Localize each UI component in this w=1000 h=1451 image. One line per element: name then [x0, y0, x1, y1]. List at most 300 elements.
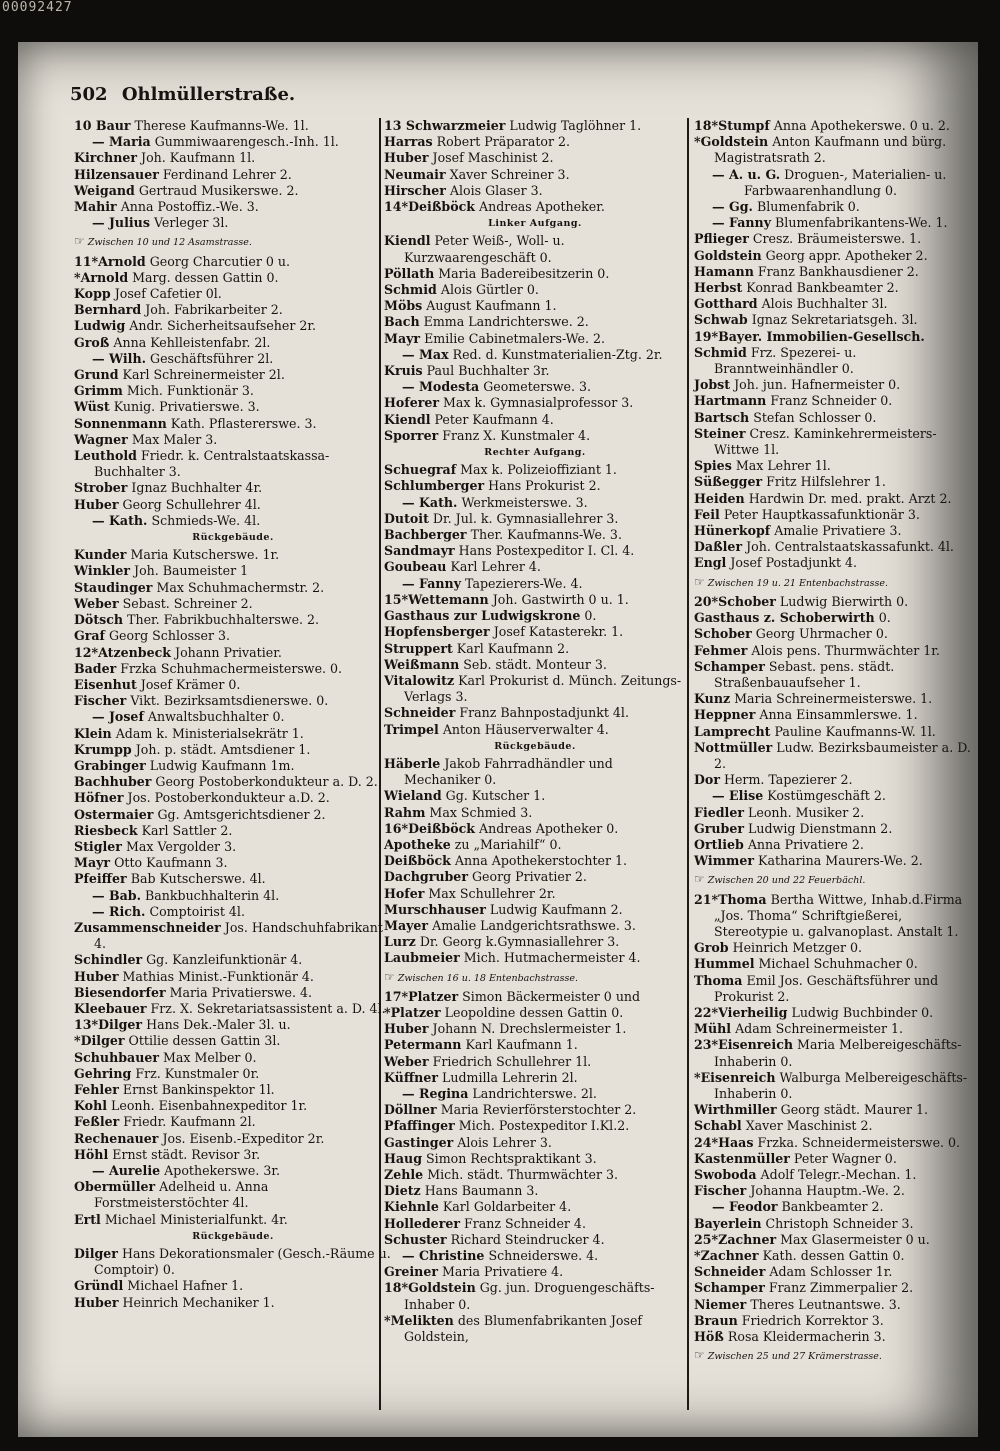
resident-name: Gastinger — [384, 1134, 454, 1150]
resident-details: Johanna Hauptm.-We. 2. — [750, 1183, 905, 1199]
resident-details: Max Lehrer 1l. — [735, 458, 831, 474]
pointing-hand-icon: ☞ — [74, 234, 85, 249]
resident-details: Amalie Landgerichtsrathswe. 3. — [432, 917, 636, 933]
house-number: 11* — [74, 253, 99, 269]
resident-name: Staudinger — [74, 579, 153, 595]
resident-details: Schneiderswe. 4. — [488, 1248, 599, 1264]
directory-entry — [384, 918, 686, 934]
directory-entry — [74, 1179, 392, 1211]
resident-name: — Gg. — [712, 199, 753, 215]
resident-name: Thoma — [718, 891, 767, 907]
resident-details: Alois Buchhalter 3l. — [761, 296, 888, 312]
cross-street-text: Zwischen 25 und 27 Krämerstrasse. — [707, 1351, 882, 1363]
resident-name: Goldstein — [408, 1280, 476, 1296]
resident-name: Hoferer — [384, 395, 440, 411]
directory-entry — [74, 367, 392, 383]
resident-name: Mayer — [384, 917, 429, 933]
directory-entry — [694, 312, 974, 328]
resident-details: Georg Schullehrer 4l. — [122, 496, 261, 512]
house-number: 22* — [694, 1004, 719, 1020]
directory-entry — [694, 377, 974, 393]
resident-name: Kunder — [74, 547, 127, 563]
resident-name: Kunz — [694, 691, 731, 707]
house-number: 21* — [694, 891, 719, 907]
resident-name: Dötsch — [74, 612, 124, 628]
resident-details: Christoph Schneider 3. — [765, 1215, 914, 1231]
directory-entry — [384, 950, 686, 966]
resident-details: Max Schmied 3. — [429, 804, 533, 820]
resident-name: Schwarzmeier — [405, 118, 506, 133]
directory-entry — [74, 596, 392, 612]
directory-entry — [384, 495, 686, 511]
resident-name: Wüst — [74, 399, 110, 415]
house-number: 19* — [694, 328, 719, 344]
directory-entry — [74, 150, 392, 166]
directory-entry — [74, 1114, 392, 1130]
resident-details: Gummiwaarengesch.-Inh. 1l. — [154, 134, 339, 150]
resident-name: Trimpel — [384, 721, 439, 737]
resident-details: Andreas Apotheker 0. — [479, 820, 619, 836]
resident-details: Ferdinand Lehrer 2. — [162, 166, 292, 182]
resident-name: Biesendorfer — [74, 984, 166, 1000]
directory-entry — [384, 298, 686, 314]
resident-name: Niemer — [694, 1296, 747, 1312]
directory-entry — [694, 426, 974, 458]
resident-details: Vikt. Bezirksamtsdienerswe. 0. — [130, 693, 329, 709]
resident-name: Kiendl — [384, 233, 431, 249]
directory-entry — [384, 199, 686, 215]
directory-entry — [384, 1248, 686, 1264]
resident-details: Karl Goldarbeiter 4. — [442, 1199, 572, 1215]
section-heading: Rechter Aufgang. — [484, 447, 586, 459]
resident-name: Huber — [74, 1294, 119, 1310]
resident-name: Laubmeier — [384, 950, 460, 966]
directory-entry — [694, 296, 974, 312]
resident-name: *Goldstein — [694, 134, 769, 150]
resident-details: Hans Dek.-Maler 3l. u. — [146, 1017, 291, 1033]
resident-details: Franz Bahnpostadjunkt 4l. — [459, 705, 629, 721]
resident-name: Dilger — [98, 1017, 143, 1033]
resident-name: Schamper — [694, 658, 765, 674]
resident-details: Anna Apothekerswe. 0 u. 2. — [773, 118, 950, 133]
resident-name: Dilger — [74, 1246, 118, 1262]
resident-details: Stefan Schlosser 0. — [753, 409, 877, 425]
directory-entry — [384, 1118, 686, 1134]
resident-name: Jobst — [694, 377, 731, 393]
resident-name: Fischer — [694, 1183, 747, 1199]
house-number: 24* — [694, 1134, 719, 1150]
house-number: 14* — [384, 199, 409, 215]
section-heading: Rückgebäude. — [192, 532, 274, 544]
directory-entry — [694, 594, 974, 610]
resident-name: Nottmüller — [694, 739, 773, 755]
directory-entry — [74, 383, 392, 399]
directory-entry — [694, 1005, 974, 1021]
directory-entry — [384, 934, 686, 950]
resident-details: des Blumenfabrikanten Josef Goldstein, — [404, 1312, 643, 1345]
resident-name: Höhl — [74, 1146, 109, 1162]
directory-entry — [694, 474, 974, 490]
house-number: 23* — [694, 1037, 719, 1053]
resident-name: Kiendl — [384, 411, 431, 427]
resident-name: Hirscher — [384, 182, 446, 198]
resident-details: Anton Häuserverwalter 4. — [442, 721, 609, 737]
directory-entry — [694, 1313, 974, 1329]
house-number: 16* — [384, 820, 409, 836]
directory-entry — [384, 989, 686, 1005]
resident-name: Hummel — [694, 956, 755, 972]
resident-details: Franz X. Kunstmaler 4. — [442, 427, 591, 443]
resident-name: — Kath. — [92, 512, 148, 528]
resident-details: Leonh. Eisenbahnexpeditor 1r. — [111, 1098, 308, 1114]
resident-name: — Elise — [712, 788, 764, 804]
resident-details: Anwaltsbuchhalter 0. — [147, 709, 285, 725]
directory-entry — [74, 416, 392, 432]
directory-entry — [74, 1147, 392, 1163]
directory-entry — [74, 335, 392, 351]
directory-entry — [74, 1131, 392, 1147]
resident-name: Gruber — [694, 820, 744, 836]
directory-entry — [694, 610, 974, 626]
resident-name: Grund — [74, 367, 119, 383]
resident-name: Steiner — [694, 425, 746, 441]
scan-id: 00092427 — [2, 0, 73, 15]
resident-name: *Eisenreich — [694, 1069, 776, 1085]
resident-name: Deißböck — [408, 820, 476, 836]
resident-details: Simon Rechtspraktikant 3. — [426, 1150, 597, 1166]
resident-name: — Modesta — [402, 379, 480, 395]
resident-name: Bachberger — [384, 527, 467, 543]
resident-details: Max Melber 0. — [163, 1049, 257, 1065]
cross-street-text: Zwischen 10 und 12 Asamstrasse. — [87, 237, 252, 249]
resident-name: Kirchner — [74, 150, 137, 166]
resident-name: Hünerkopf — [694, 523, 771, 539]
directory-entry — [694, 345, 974, 377]
resident-details: Mich. städt. Thurmwächter 3. — [427, 1167, 619, 1182]
resident-details: Michael Hafner 1. — [127, 1278, 244, 1294]
directory-entry — [384, 134, 686, 150]
directory-entry — [74, 1082, 392, 1098]
resident-name: Fehler — [74, 1081, 119, 1097]
resident-details: Alois pens. Thurmwächter 1r. — [751, 642, 940, 658]
resident-details: Peter Weiß-, Woll- u. Kurzwaarengeschäft 0. — [404, 233, 565, 265]
resident-name: Haug — [384, 1150, 423, 1166]
directory-entry — [74, 920, 392, 952]
resident-details: Hans Baumann 3. — [424, 1183, 539, 1199]
resident-name: Graf — [74, 628, 105, 644]
resident-details: Max Maler 3. — [131, 431, 218, 447]
directory-entry — [74, 774, 392, 790]
directory-entry — [384, 1264, 686, 1280]
resident-name: Huber — [74, 968, 119, 984]
resident-details: Gg. Kutscher 1. — [445, 788, 546, 804]
resident-details: Max Vergolder 3. — [125, 838, 237, 854]
pointing-hand-icon: ☞ — [694, 574, 705, 589]
resident-name: Höfner — [74, 790, 124, 806]
resident-name: Arnold — [98, 253, 146, 269]
directory-entry — [74, 318, 392, 334]
resident-details: Xaver Schreiner 3. — [449, 166, 570, 182]
directory-entry — [384, 428, 686, 444]
directory-entry — [74, 1212, 392, 1228]
directory-entry — [74, 823, 392, 839]
resident-name: Pöllath — [384, 265, 435, 281]
directory-entry — [384, 167, 686, 183]
resident-name: Bayerlein — [694, 1215, 762, 1231]
resident-name: Mühl — [694, 1021, 732, 1037]
house-number: 12* — [74, 644, 99, 660]
resident-name: *Arnold — [74, 269, 129, 285]
resident-details: Max Glasermeister 0 u. — [780, 1231, 930, 1247]
resident-name: Heiden — [694, 490, 745, 506]
resident-details: Blumenfabrikantens-We. 1. — [775, 215, 948, 231]
resident-name: Küffner — [384, 1069, 438, 1085]
directory-entry — [74, 286, 392, 302]
resident-name: Bachhuber — [74, 774, 152, 790]
resident-name: Zehle — [384, 1167, 424, 1182]
resident-name: Feßler — [74, 1114, 120, 1130]
resident-details: Katharina Maurers-We. 2. — [758, 853, 923, 869]
directory-entry — [694, 1183, 974, 1199]
directory-entry — [694, 167, 974, 199]
resident-details: Hans Dekorationsmaler (Gesch.-Räume u. Comptoir) 0. — [94, 1246, 391, 1278]
resident-details: Kath. dessen Gattin 0. — [762, 1248, 905, 1264]
directory-entry — [74, 645, 392, 661]
resident-details: Apothekerswe. 3r. — [164, 1163, 280, 1178]
resident-name: Sonnenmann — [74, 415, 167, 431]
directory-entry — [74, 302, 392, 318]
resident-name: — Aurelie — [92, 1163, 161, 1178]
resident-name: Döllner — [384, 1102, 437, 1118]
directory-entry — [74, 904, 392, 920]
directory-entry — [74, 807, 392, 823]
directory-entry — [384, 608, 686, 624]
resident-details: Emilie Cabinetmalers-We. 2. — [424, 330, 605, 346]
resident-name: Schneider — [694, 1264, 766, 1280]
resident-details: Joh. jun. Hafnermeister 0. — [734, 377, 901, 393]
directory-entry — [384, 673, 686, 705]
directory-entry — [74, 399, 392, 415]
directory-entry — [384, 1151, 686, 1167]
directory-entry — [694, 231, 974, 247]
resident-name: Lurz — [384, 934, 416, 950]
directory-entry — [694, 555, 974, 571]
directory-entry — [74, 547, 392, 563]
directory-entry — [74, 969, 392, 985]
resident-name: Platzer — [408, 988, 459, 1004]
resident-name: Bernhard — [74, 302, 142, 318]
resident-name: Wieland — [384, 788, 442, 804]
resident-details: Alois Glaser 3. — [449, 182, 543, 198]
resident-name: Kohl — [74, 1098, 108, 1114]
directory-entry — [694, 264, 974, 280]
directory-entry — [694, 643, 974, 659]
resident-details: Georg Uhrmacher 0. — [755, 626, 888, 642]
directory-entry — [694, 1135, 974, 1151]
resident-name: — Fanny — [712, 215, 772, 231]
resident-details: Andreas Apotheker. — [479, 199, 605, 215]
directory-entry — [694, 1021, 974, 1037]
directory-entry — [74, 888, 392, 904]
resident-details: Theres Leutnantswe. 3. — [750, 1296, 901, 1312]
resident-name: Dachgruber — [384, 869, 468, 885]
cross-street-text: Zwischen 16 u. 18 Entenbachstrasse. — [397, 972, 579, 984]
directory-entry — [384, 347, 686, 363]
directory-entry — [694, 1264, 974, 1280]
resident-details: Max k. Polizeioffiziant 1. — [460, 462, 617, 478]
resident-name: Fiedler — [694, 804, 744, 820]
directory-entry — [74, 448, 392, 480]
page-header — [70, 84, 303, 105]
resident-details: Georg Privatier 2. — [471, 869, 587, 885]
directory-entry — [384, 478, 686, 494]
street-title: Ohlmüllerstraße. — [121, 84, 296, 105]
resident-details: Emma Landrichterswe. 2. — [423, 314, 589, 330]
directory-entry — [694, 329, 974, 345]
resident-details: Ludwig Bierwirth 0. — [779, 593, 909, 609]
resident-name: Weber — [384, 1053, 429, 1069]
directory-entry — [694, 280, 974, 296]
resident-name: Ertl — [74, 1211, 101, 1227]
resident-details: Richard Steindrucker 4. — [450, 1231, 605, 1247]
resident-details: 0. — [878, 610, 891, 626]
resident-name: — Feodor — [712, 1199, 778, 1215]
house-number: 15* — [384, 591, 409, 607]
directory-entry — [74, 118, 392, 134]
directory-entry — [694, 892, 974, 941]
directory-entry — [384, 756, 686, 788]
resident-details: Heinrich Metzger 0. — [732, 940, 863, 956]
directory-entry — [694, 740, 974, 772]
resident-name: Höß — [694, 1329, 724, 1345]
resident-name: Goldstein — [694, 247, 762, 263]
resident-details: Landrichterswe. 2l. — [472, 1085, 597, 1101]
resident-details: Hans Prokurist 2. — [488, 478, 601, 494]
resident-name: Vitalowitz — [384, 672, 455, 688]
directory-entry — [384, 266, 686, 282]
resident-name: Huber — [74, 496, 119, 512]
resident-details: Anna Privatiere 2. — [747, 836, 864, 852]
resident-details: Johann N. Drechslermeister 1. — [432, 1021, 627, 1037]
resident-name: Mayr — [74, 855, 111, 871]
directory-entry — [694, 1070, 974, 1102]
house-number: 18* — [694, 118, 719, 133]
directory-entry — [384, 395, 686, 411]
resident-details: Hans Postexpeditor I. Cl. 4. — [458, 543, 635, 559]
directory-entry — [384, 233, 686, 265]
resident-details: Leonh. Musiker 2. — [748, 804, 865, 820]
resident-name: Schabl — [694, 1118, 742, 1134]
directory-entry — [74, 661, 392, 677]
house-number: 18* — [384, 1280, 409, 1296]
resident-name: — Christine — [402, 1248, 485, 1264]
resident-details: zu „Mariahilf“ 0. — [454, 836, 562, 852]
directory-entry — [384, 821, 686, 837]
resident-details: Tapezierers-We. 4. — [465, 575, 583, 591]
resident-details: Joh. Kaufmann 1l. — [141, 150, 256, 166]
house-number: 20* — [694, 593, 719, 609]
resident-name: Deißböck — [384, 853, 451, 869]
resident-details: Friedr. k. Centralstaatskassa-Buchhalter 3. — [94, 448, 330, 480]
resident-name: Schuegraf — [384, 462, 457, 478]
resident-details: Emil Jos. Geschäftsführer und Prokurist 2. — [714, 972, 939, 1004]
directory-entry — [694, 1151, 974, 1167]
resident-name: Riesbeck — [74, 822, 138, 838]
resident-details: Gg. jun. Droguengeschäfts-Inhaber 0. — [404, 1280, 655, 1312]
directory-entry — [694, 199, 974, 215]
directory-entry — [74, 270, 392, 286]
directory-entry — [384, 363, 686, 379]
resident-name: Schindler — [74, 952, 143, 968]
resident-name: Wagner — [74, 431, 128, 447]
resident-details: Bankbuchhalterin 4l. — [145, 887, 280, 903]
pointing-hand-icon: ☞ — [694, 1348, 705, 1363]
resident-name: Weißmann — [384, 656, 460, 672]
directory-entry — [384, 837, 686, 853]
resident-name: Bader — [74, 660, 117, 676]
resident-details: Jos. Eisenb.-Expeditor 2r. — [162, 1130, 325, 1146]
resident-name: Leuthold — [74, 448, 137, 464]
resident-details: Anna Kehlleistenfabr. 2l. — [113, 334, 271, 350]
resident-details: Peter Wagner 0. — [793, 1150, 897, 1166]
resident-name: Schober — [718, 593, 776, 609]
resident-details: Ernst städt. Revisor 3r. — [112, 1146, 261, 1162]
resident-name: Weigand — [74, 182, 135, 198]
resident-details: Josef Katasterekr. 1. — [493, 624, 624, 640]
resident-name: Stigler — [74, 838, 122, 854]
resident-name: Kruis — [384, 363, 423, 379]
resident-details: Seb. städt. Monteur 3. — [463, 656, 607, 672]
resident-details: Gg. Kanzleifunktionär 4. — [146, 952, 303, 968]
resident-details: Joh. Fabrikarbeiter 2. — [145, 302, 283, 318]
resident-name: Grob — [694, 940, 729, 956]
resident-details: Ludmilla Lehrerin 2l. — [441, 1069, 578, 1085]
directory-entry — [384, 1280, 686, 1312]
directory-entry — [384, 1102, 686, 1118]
resident-name: Herbst — [694, 280, 743, 296]
resident-details: Red. d. Kunstmaterialien-Ztg. 2r. — [452, 346, 663, 362]
resident-details: Joh. Baumeister 1 — [134, 563, 249, 579]
resident-details: Frzka. Schneidermeisterswe. 0. — [757, 1134, 961, 1150]
directory-entry — [694, 940, 974, 956]
house-number: 13 — [384, 118, 406, 133]
resident-name: — Maria — [92, 134, 151, 150]
directory-entry — [384, 543, 686, 559]
resident-name: Bartsch — [694, 409, 750, 425]
resident-details: Georg Postoberkondukteur a. D. 2. — [155, 774, 378, 790]
resident-name: Vierheilig — [718, 1004, 788, 1020]
resident-details: August Kaufmann 1. — [426, 298, 557, 314]
directory-entry — [694, 853, 974, 869]
resident-details: Max Schullehrer 2r. — [428, 885, 556, 901]
directory-entry — [384, 1054, 686, 1070]
resident-name: Eisenhut — [74, 676, 137, 692]
resident-details: Hardwin Dr. med. prakt. Arzt 2. — [748, 490, 952, 506]
resident-details: Franz Zimmerpalier 2. — [768, 1280, 914, 1296]
pointing-hand-icon: ☞ — [694, 872, 705, 887]
resident-name: Strober — [74, 480, 128, 496]
resident-name: Struppert — [384, 640, 453, 656]
resident-name: Schneider — [384, 705, 456, 721]
resident-name: — Rich. — [92, 903, 146, 919]
directory-entry — [74, 134, 392, 150]
resident-name: Zusammenschneider — [74, 919, 221, 935]
resident-name: Hartmann — [694, 393, 767, 409]
directory-entry — [694, 410, 974, 426]
section-heading: Rückgebäude. — [494, 740, 576, 752]
resident-name: — Julius — [92, 215, 150, 231]
resident-details: Simon Bäckermeister 0 und — [462, 988, 641, 1004]
